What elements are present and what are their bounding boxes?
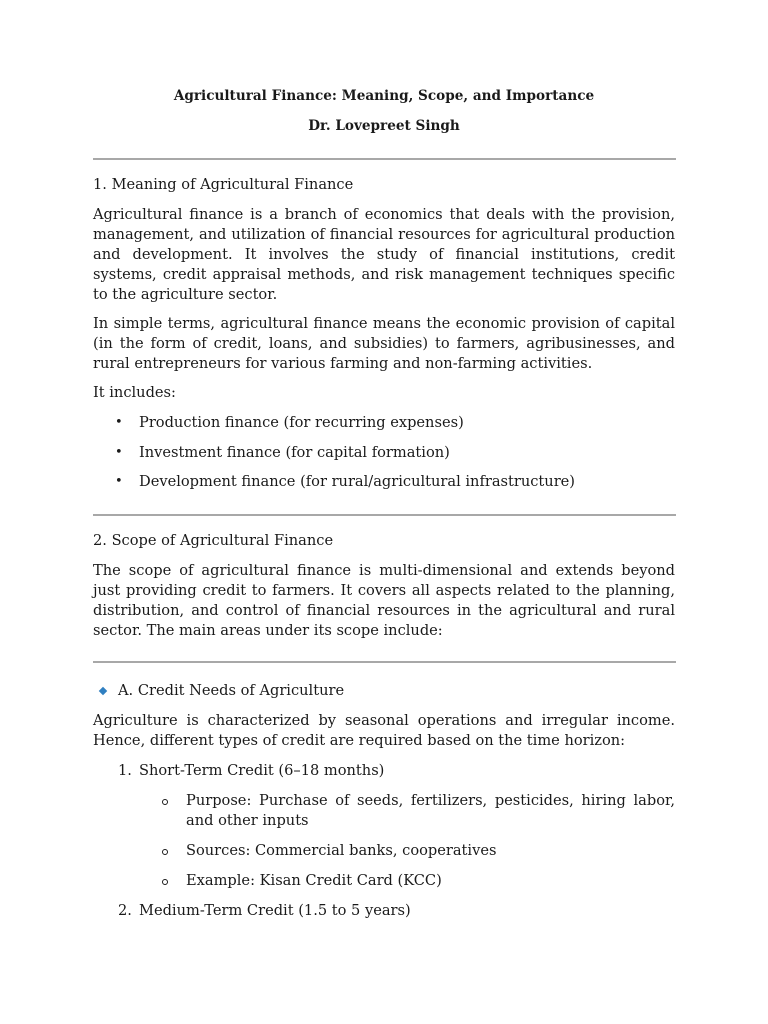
divider-2 [93,514,676,516]
section-1-heading: 1. Meaning of Agricultural Finance [93,176,354,193]
numbered-item-short-term: Short-Term Credit (6–18 months) [139,762,385,779]
subsection-a-paragraph: Agriculture is characterized by seasonal operations and irregular income. Hence, different types of credit are required based on the time horizon: [93,712,675,749]
subsection-a-heading: A. Credit Needs of Agriculture [118,682,345,699]
divider-3 [93,661,676,663]
includes-label: It includes: [93,384,176,401]
diamond-bullet-icon [99,687,107,695]
section-1-paragraph-2: In simple terms, agricultural finance means the economic provision of capital (in the form of credit, loans, and subsidies) to farmers, agribusinesses, and rural entrepreneurs for various farming and non-farming activities. [93,315,675,372]
circle-bullet-icon [162,849,168,855]
list-number: 2. [118,902,132,919]
circle-bullet-icon [162,799,168,805]
list-number: 1. [118,762,132,779]
circle-bullet-icon [162,879,168,885]
sub-item-sources: Sources: Commercial banks, cooperatives [186,842,497,859]
section-1-paragraph-1: Agricultural finance is a branch of economics that deals with the provision, management, and utilization of financial resources for agricultural production and development. It involves the study of financial institutions, credit systems, credit appraisal methods, and risk management techniques specific to the agriculture sector. [93,206,675,303]
sub-item-example: Example: Kisan Credit Card (KCC) [186,872,442,889]
list-item: Production finance (for recurring expenses) [139,414,464,431]
numbered-item-medium-term: Medium-Term Credit (1.5 to 5 years) [139,902,411,919]
section-2-heading: 2. Scope of Agricultural Finance [93,532,334,549]
section-2-paragraph: The scope of agricultural finance is multi-dimensional and extends beyond just providing credit to farmers. It covers all aspects related to the planning, distribution, and control of financial resources in the agricultural and rural sector. The main areas under its scope include: [93,562,675,639]
document-title: Agricultural Finance: Meaning, Scope, and Importance [173,88,595,104]
list-item: Development finance (for rural/agricultural infrastructure) [139,473,575,490]
divider-1 [93,158,676,160]
bullet-icon: • [115,474,123,489]
bullet-icon: • [115,445,123,460]
list-item: Investment finance (for capital formation) [139,444,450,461]
sub-item-purpose: Purpose: Purchase of seeds, fertilizers, pesticides, hiring labor, and other inputs [186,792,675,829]
bullet-icon: • [115,415,123,430]
document-author: Dr. Lovepreet Singh [308,118,460,134]
